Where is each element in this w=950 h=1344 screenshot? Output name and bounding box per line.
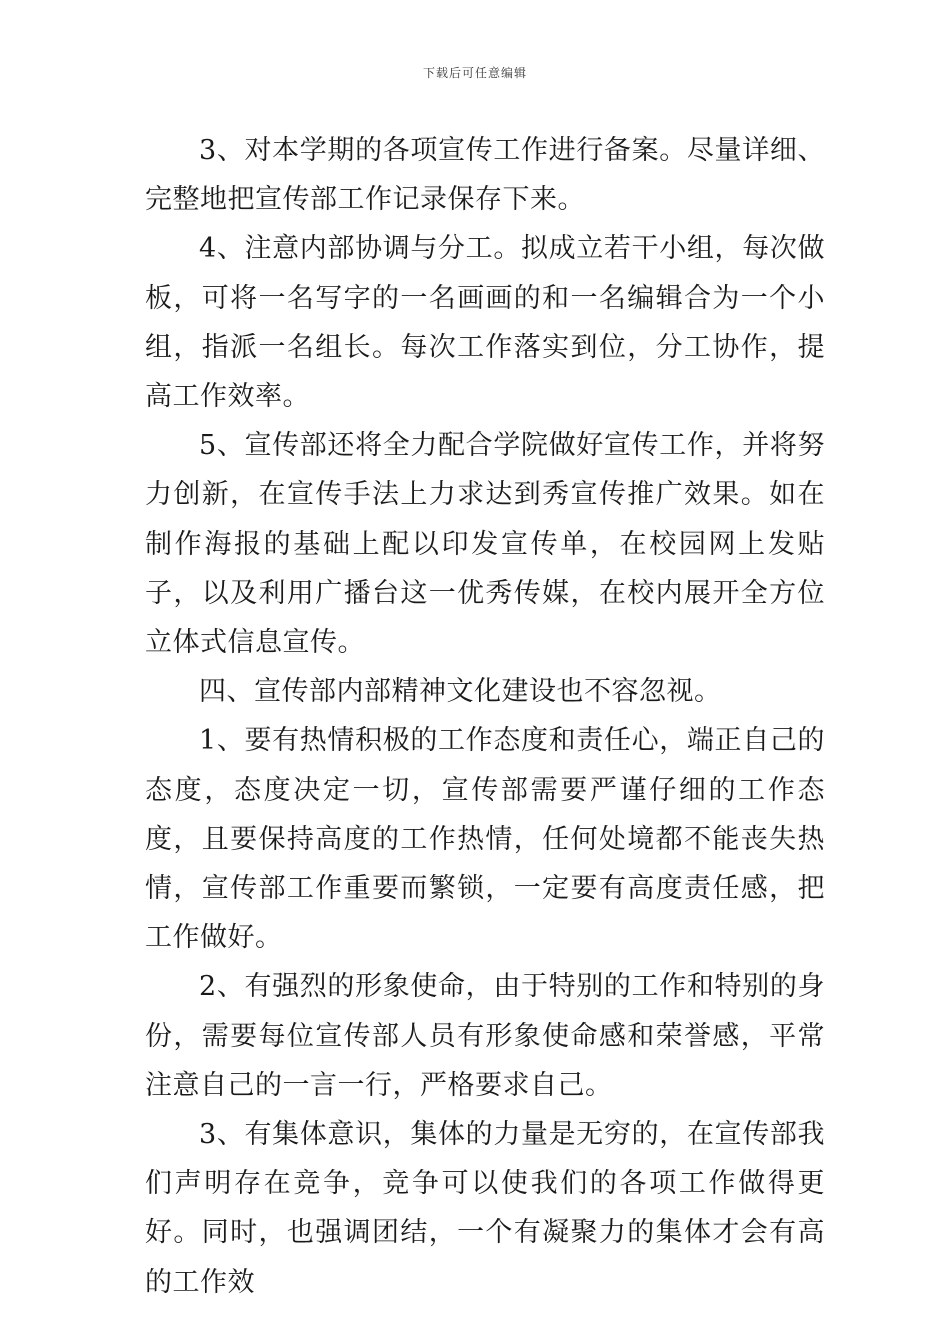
paragraph-item-1-attitude: 1、要有热情积极的工作态度和责任心，端正自己的态度，态度决定一切，宣传部需要严谨仔细的工作态度，且要保持高度的工作热情，任何处境都不能丧失热情，宣传部工作重要而繁锁，一定要有高度责任感，把工作做好。	[145, 725, 825, 954]
section-heading-four: 四、宣传部内部精神文化建设也不容忽视。	[199, 676, 722, 708]
paragraph-item-3-record: 3、对本学期的各项宣传工作进行备案。尽量详细、完整地把宣传部工作记录保存下来。	[145, 135, 825, 216]
paragraph-item-4-coordination: 4、注意内部协调与分工。拟成立若干小组，每次做板，可将一名写字的一名画画的和一名编辑合为一个小组，指派一名组长。每次工作落实到位，分工协作，提高工作效率。	[145, 233, 825, 413]
paragraph-item-3-collective: 3、有集体意识，集体的力量是无穷的，在宣传部我们声明存在竞争，竞争可以使我们的各项工作做得更好。同时，也强调团结，一个有凝聚力的集体才会有高的工作效	[145, 1119, 825, 1298]
page-header: 下载后可任意编辑	[422, 66, 527, 80]
document-body	[145, 126, 825, 1307]
paragraph-item-5-cooperation: 5、宣传部还将全力配合学院做好宣传工作，并将努力创新，在宣传手法上力求达到秀宣传推广效果。如在制作海报的基础上配以印发宣传单，在校园网上发贴子，以及利用广播台这一优秀传媒，在校内展开全方位立体式信息宣传。	[145, 430, 825, 659]
paragraph-item-2-image: 2、有强烈的形象使命，由于特别的工作和特别的身份，需要每位宣传部人员有形象使命感和荣誉感，平常注意自己的一言一行，严格要求自己。	[145, 971, 825, 1101]
